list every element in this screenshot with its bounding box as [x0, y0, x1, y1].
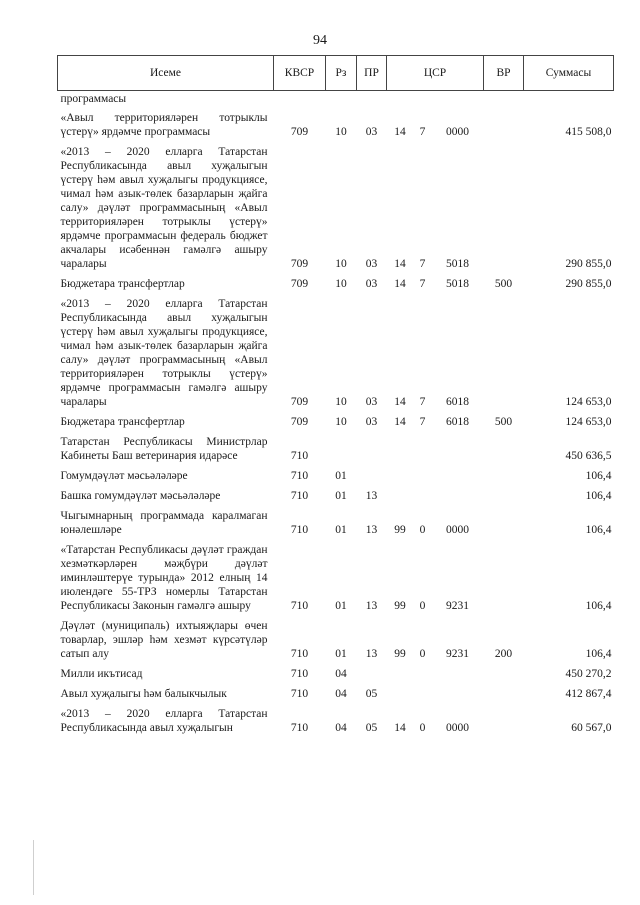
header-name: Исеме [58, 56, 274, 91]
cell-c2 [414, 432, 432, 466]
cell-rz: 01 [335, 648, 347, 660]
cell-c3: 6018 [446, 396, 469, 408]
cell-rz: 10 [335, 278, 347, 290]
cell-c1: 14 [394, 258, 406, 270]
cell-pr: 05 [365, 688, 378, 700]
table-row [58, 664, 614, 684]
cell-name: «2013 – 2020 елларга Татарстан Республикасында авыл хуҗалыгын [60, 708, 268, 734]
cell-name: Бюджетара трансфертлар [60, 416, 185, 428]
cell-kvsr: 710 [290, 648, 309, 660]
cell-c2 [414, 684, 432, 704]
cell-c3: 0000 [446, 126, 469, 138]
cell-vr [484, 294, 524, 412]
table-row [58, 616, 614, 664]
cell-vr [484, 664, 524, 684]
cell-vr [484, 540, 524, 616]
cell-name: «2013 – 2020 елларга Татарстан Республикасында авыл хуҗалыгын үстерү һәм авыл хуҗалыгы продукциясе, чимал һәм азык-төлек базарларын җайга салу» дәүләт программасының «Авыл территорияләрен тотрыклы үстерү» ярдәмче программасын гамәлгә ашыру чаралары [60, 298, 268, 408]
cell-name: «Авыл территорияләрен тотрыклы үстерү» ярдәмче программасы [60, 112, 268, 138]
cell-c3: 9231 [446, 600, 469, 612]
cell-pr: 03 [365, 258, 378, 270]
cell-c1: 99 [394, 648, 406, 660]
header-vr: ВР [484, 56, 524, 91]
cell-kvsr: 709 [290, 126, 309, 138]
header-rz: Рз [326, 56, 357, 91]
table-row [58, 540, 614, 616]
cell-vr [484, 684, 524, 704]
cell-pr: 13 [365, 648, 378, 660]
cell-kvsr: 710 [290, 600, 309, 612]
cell-c3: 9231 [446, 648, 469, 660]
cell-kvsr: 710 [290, 668, 309, 680]
table-row [58, 432, 614, 466]
cell-rz [326, 432, 357, 466]
cell-name: программасы [60, 93, 127, 105]
cell-sum: 450 636,5 [565, 450, 612, 462]
table-row [58, 91, 614, 109]
cell-c2: 7 [419, 126, 426, 138]
cell-vr [484, 466, 524, 486]
cell-c3 [432, 432, 484, 466]
cell-c2: 0 [419, 600, 426, 612]
cell-c1: 14 [394, 416, 406, 428]
table-row [58, 506, 614, 540]
cell-sum: 106,4 [585, 600, 612, 612]
cell-c2: 0 [419, 524, 426, 536]
cell-c1 [387, 466, 414, 486]
cell-sum: 106,4 [585, 490, 612, 502]
cell-kvsr [274, 91, 326, 109]
cell-c1 [387, 486, 414, 506]
cell-c3: 0000 [446, 524, 469, 536]
cell-name: Милли икътисад [60, 668, 143, 680]
cell-name: Татарстан Республикасы Министрлар Кабинеты Баш ветеринария идарәсе [60, 436, 268, 462]
cell-name: Чыгымнарның программада каралмаган юнәлешләре [60, 510, 268, 536]
cell-rz: 10 [335, 258, 347, 270]
table-row [58, 142, 614, 274]
cell-c3: 0000 [446, 722, 469, 734]
table-row [58, 486, 614, 506]
cell-sum: 412 867,4 [565, 688, 612, 700]
cell-c2: 7 [419, 278, 426, 290]
cell-c1 [387, 91, 414, 109]
cell-c2: 7 [419, 258, 426, 270]
cell-rz: 04 [335, 668, 347, 680]
cell-vr [484, 142, 524, 274]
cell-c2 [414, 466, 432, 486]
cell-rz [326, 91, 357, 109]
cell-pr [357, 466, 387, 486]
cell-rz: 10 [335, 416, 347, 428]
cell-kvsr: 710 [290, 688, 309, 700]
cell-vr [484, 506, 524, 540]
cell-pr: 03 [365, 416, 378, 428]
table-row [58, 274, 614, 294]
cell-c3: 5018 [446, 258, 469, 270]
cell-vr [484, 91, 524, 109]
cell-pr [357, 432, 387, 466]
cell-pr: 13 [365, 490, 378, 502]
cell-c1: 14 [394, 722, 406, 734]
cell-kvsr: 709 [290, 278, 309, 290]
cell-pr: 03 [365, 278, 378, 290]
cell-c2: 0 [419, 722, 426, 734]
cell-c2 [414, 91, 432, 109]
cell-rz: 10 [335, 396, 347, 408]
cell-sum: 106,4 [585, 648, 612, 660]
table-row [58, 466, 614, 486]
cell-kvsr: 710 [290, 722, 309, 734]
budget-table [57, 55, 614, 738]
table-row [58, 294, 614, 412]
cell-c1: 14 [394, 126, 406, 138]
cell-pr: 13 [365, 524, 378, 536]
cell-c1: 14 [394, 396, 406, 408]
cell-kvsr: 710 [290, 524, 309, 536]
cell-sum: 450 270,2 [565, 668, 612, 680]
cell-rz: 04 [335, 722, 347, 734]
cell-rz: 01 [335, 490, 347, 502]
cell-name: «2013 – 2020 елларга Татарстан Республикасында авыл хуҗалыгын үстерү һәм авыл хуҗалыгы продукциясе, чимал һәм азык-төлек базарларын җайга салу» дәүләт программасының «Авыл территорияләрен тотрыклы үстерү» ярдәмче программасын федераль бюджет акчалары исәбеннән гамәлгә ашыру чаралары [60, 146, 268, 270]
cell-vr [484, 432, 524, 466]
cell-kvsr: 710 [290, 450, 309, 462]
cell-rz: 04 [335, 688, 347, 700]
cell-name: Бюджетара трансфертлар [60, 278, 185, 290]
cell-c1: 99 [394, 524, 406, 536]
table-row [58, 108, 614, 142]
margin-line [33, 840, 34, 895]
cell-rz: 01 [335, 524, 347, 536]
cell-sum: 415 508,0 [565, 126, 612, 138]
cell-pr [357, 91, 387, 109]
cell-vr: 200 [494, 648, 513, 660]
cell-pr [357, 664, 387, 684]
cell-sum: 106,4 [585, 524, 612, 536]
cell-kvsr: 709 [290, 396, 309, 408]
cell-c2 [414, 664, 432, 684]
table-row [58, 412, 614, 432]
cell-c3 [432, 466, 484, 486]
cell-kvsr: 709 [290, 258, 309, 270]
cell-kvsr: 710 [290, 490, 309, 502]
cell-pr: 03 [365, 396, 378, 408]
cell-vr [484, 486, 524, 506]
cell-c1 [387, 684, 414, 704]
cell-pr: 03 [365, 126, 378, 138]
cell-c2: 7 [419, 416, 426, 428]
cell-sum: 124 653,0 [565, 396, 612, 408]
cell-c3: 5018 [446, 278, 469, 290]
page-number: 94 [313, 33, 327, 48]
table-row [58, 704, 614, 738]
cell-c2: 7 [419, 396, 426, 408]
cell-kvsr: 710 [290, 470, 309, 482]
header-pr: ПР [357, 56, 387, 91]
cell-rz: 10 [335, 126, 347, 138]
header-kvsr: КВСР [274, 56, 326, 91]
cell-vr: 500 [494, 278, 513, 290]
cell-c1 [387, 664, 414, 684]
header-csr: ЦСР [387, 56, 484, 91]
cell-vr: 500 [494, 416, 513, 428]
cell-rz: 01 [335, 600, 347, 612]
cell-pr: 13 [365, 600, 378, 612]
cell-name: Авыл хуҗалыгы һәм балыкчылык [60, 688, 227, 700]
cell-sum: 60 567,0 [571, 722, 612, 734]
cell-sum: 124 653,0 [565, 416, 612, 428]
cell-sum: 290 855,0 [565, 258, 612, 270]
cell-name: «Татарстан Республикасы дәүләт граждан хезмәткәрләрен мәҗбүри дәүләт иминләштерүе турында» 2012 елның 14 июлендәге 55-ТРЗ номерлы Татарстан Республикасы Законын гамәлгә ашыру [60, 544, 268, 612]
cell-name: Дәүләт (муниципаль) ихтыяҗлары өчен товарлар, эшләр һәм хезмәт күрсәтүләр сатып алу [60, 620, 268, 660]
cell-vr [484, 108, 524, 142]
cell-sum: 106,4 [585, 470, 612, 482]
cell-kvsr: 709 [290, 416, 309, 428]
cell-c1: 14 [394, 278, 406, 290]
header-sum: Суммасы [524, 56, 614, 91]
cell-c3 [432, 684, 484, 704]
cell-c3 [432, 486, 484, 506]
cell-pr: 05 [365, 722, 378, 734]
cell-c2 [414, 486, 432, 506]
cell-name: Башка гомумдәүләт мәсьәләләре [60, 490, 221, 502]
cell-sum [524, 91, 614, 109]
cell-sum: 290 855,0 [565, 278, 612, 290]
cell-c2: 0 [419, 648, 426, 660]
cell-vr [484, 704, 524, 738]
table-row [58, 684, 614, 704]
cell-name: Гомумдәүләт мәсьәләләре [60, 470, 188, 482]
cell-rz: 01 [335, 470, 347, 482]
cell-c3 [432, 91, 484, 109]
cell-c3 [432, 664, 484, 684]
cell-c1 [387, 432, 414, 466]
cell-c1: 99 [394, 600, 406, 612]
cell-c3: 6018 [446, 416, 469, 428]
table-header-row [58, 56, 614, 91]
